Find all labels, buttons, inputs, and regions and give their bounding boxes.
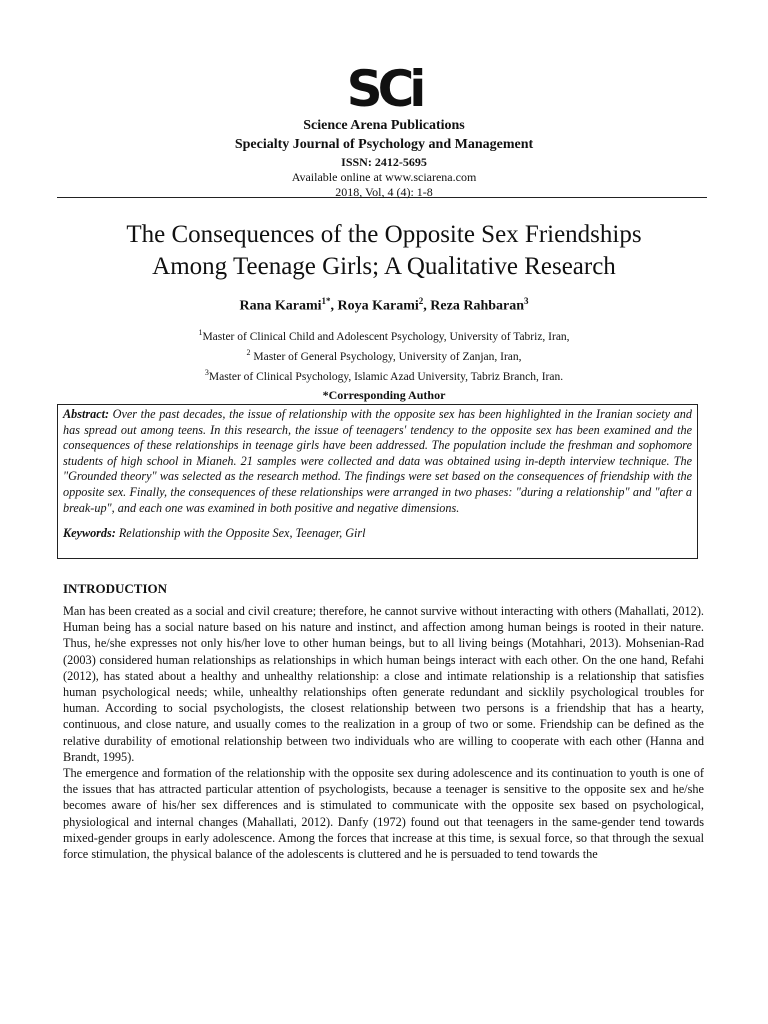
author-2-sup: 2 (418, 296, 424, 306)
affiliations (0, 325, 768, 384)
paper-title (40, 219, 728, 283)
availability-note: Available online at www.sciarena.com (291, 170, 477, 184)
author-1-sup: 1* (321, 296, 331, 306)
publisher-name: Science Arena Publications (303, 118, 465, 133)
affiliation-2: $^2$ Master of General Psychology, University of Zanjan, Iran, (246, 347, 522, 363)
title-line-1: The Consequences of the Opposite Sex Friendships (126, 221, 642, 248)
journal-name: Specialty Journal of Psychology and Management (234, 137, 534, 152)
abstract-box (57, 404, 698, 559)
journal-header (0, 116, 768, 200)
author-list: Rana Karami$^{1*}$, Roya Karami$^2$, Reza Rahbaran$^3$ (239, 296, 529, 314)
journal-logo (0, 60, 768, 116)
volume-info: 2018, Vol, 4 (4): 1-8 (335, 185, 433, 199)
body-text (63, 603, 704, 862)
author-2: Roya Karami (337, 298, 419, 314)
author-1: Rana Karami (239, 298, 322, 314)
paragraph-1: Man has been created as a social and civil creature; therefore, he cannot survive without interacting with others (Mahallati, 2012). Human being has a social nature based on his nature and instinct, and affection among human beings is rooted in their nature. Thus, he/she expresses not only his/her love to other human beings, but to all living beings (Motahhari, 2013). Mohsenian-Rad (2003) considered human relationships as relationships in which human beings interact with each other. On the one hand, Refahi (2012), has stated about a healthy and unhealthy relationship: a close and intimate relationship is a relationship that satisfies human psychological needs; while, unhealthy relationships often generate redundant and sicklily psychological troubles for human. According to social psychologists, the closest relationship between two persons is a friendship that has a hearty, continuous, and close nature, and usually comes to the realization in a group of two or some. Friendship can be defined as the relative durability of emotional relationship between two individuals who are willing to cooperate with each other (Hanna and Brandt, 1995). (63, 604, 704, 764)
abstract (63, 407, 692, 516)
affiliation-3: $^3$Master of Clinical Psychology, Islamic Azad University, Tabriz Branch, Iran. (204, 367, 564, 383)
keywords (63, 526, 692, 542)
keywords-text: Relationship with the Opposite Sex, Teenager, Girl (115, 526, 366, 541)
svg-text:SCi: SCi (346, 60, 422, 112)
author-3: Reza Rahbaran (430, 298, 525, 314)
sci-logo-icon (344, 60, 424, 112)
keywords-label: Keywords: (63, 526, 116, 541)
paragraph-2: The emergence and formation of the relationship with the opposite sex during adolescence and its continuation to youth is one of the issues that has attracted particular attention of psychologists, because a teenager is sensitive to the opposite sex and he/she becomes aware of his/her sex differences and is stimulated to communicate with the opposite sex based on psychological, physiological and internal changes (Mahallati, 2012). Danfy (1972) found out that teenagers in the same-gender tend towards mixed-gender groups in early adolescence. Among the forces that increase at this time, is sexual force, so that through the sexual force stimulation, the physical balance of the adolescents is cluttered and he is persuaded to tend towards the (63, 766, 704, 862)
affiliation-1: $^1$Master of Clinical Child and Adolescent Psychology, University of Tabriz, Iran, (198, 328, 570, 343)
corresponding-author: *Corresponding Author (322, 388, 446, 402)
abstract-label: Abstract: (63, 407, 110, 421)
issn: ISSN: 2412-5695 (341, 155, 427, 169)
section-heading-introduction: INTRODUCTION (63, 581, 168, 596)
author-3-sup: 3 (524, 296, 529, 306)
abstract-text: Over the past decades, the issue of relationship with the opposite sex has been highlighted in the Iranian society and has spread out among teens. In this research, the issue of teenagers' tendency to the opposite sex has been examined and the consequences of these relationships in teenage girls have been addressed. The population include the freshman and sophomore students of high school in Mianeh. 21 samples were collected and data was obtained using in-depth interview technique. The "Grounded theory" was selected as the research method. The findings were set based on the consequences of friendship with the opposite sex. Finally, the consequences of these relationships were arranged in two phases: "during a relationship" and "after a break-up", and each one was examined in both positive and negative dimensions. (63, 407, 692, 515)
title-line-2: Among Teenage Girls; A Qualitative Research (152, 253, 616, 280)
header-divider (57, 197, 707, 198)
